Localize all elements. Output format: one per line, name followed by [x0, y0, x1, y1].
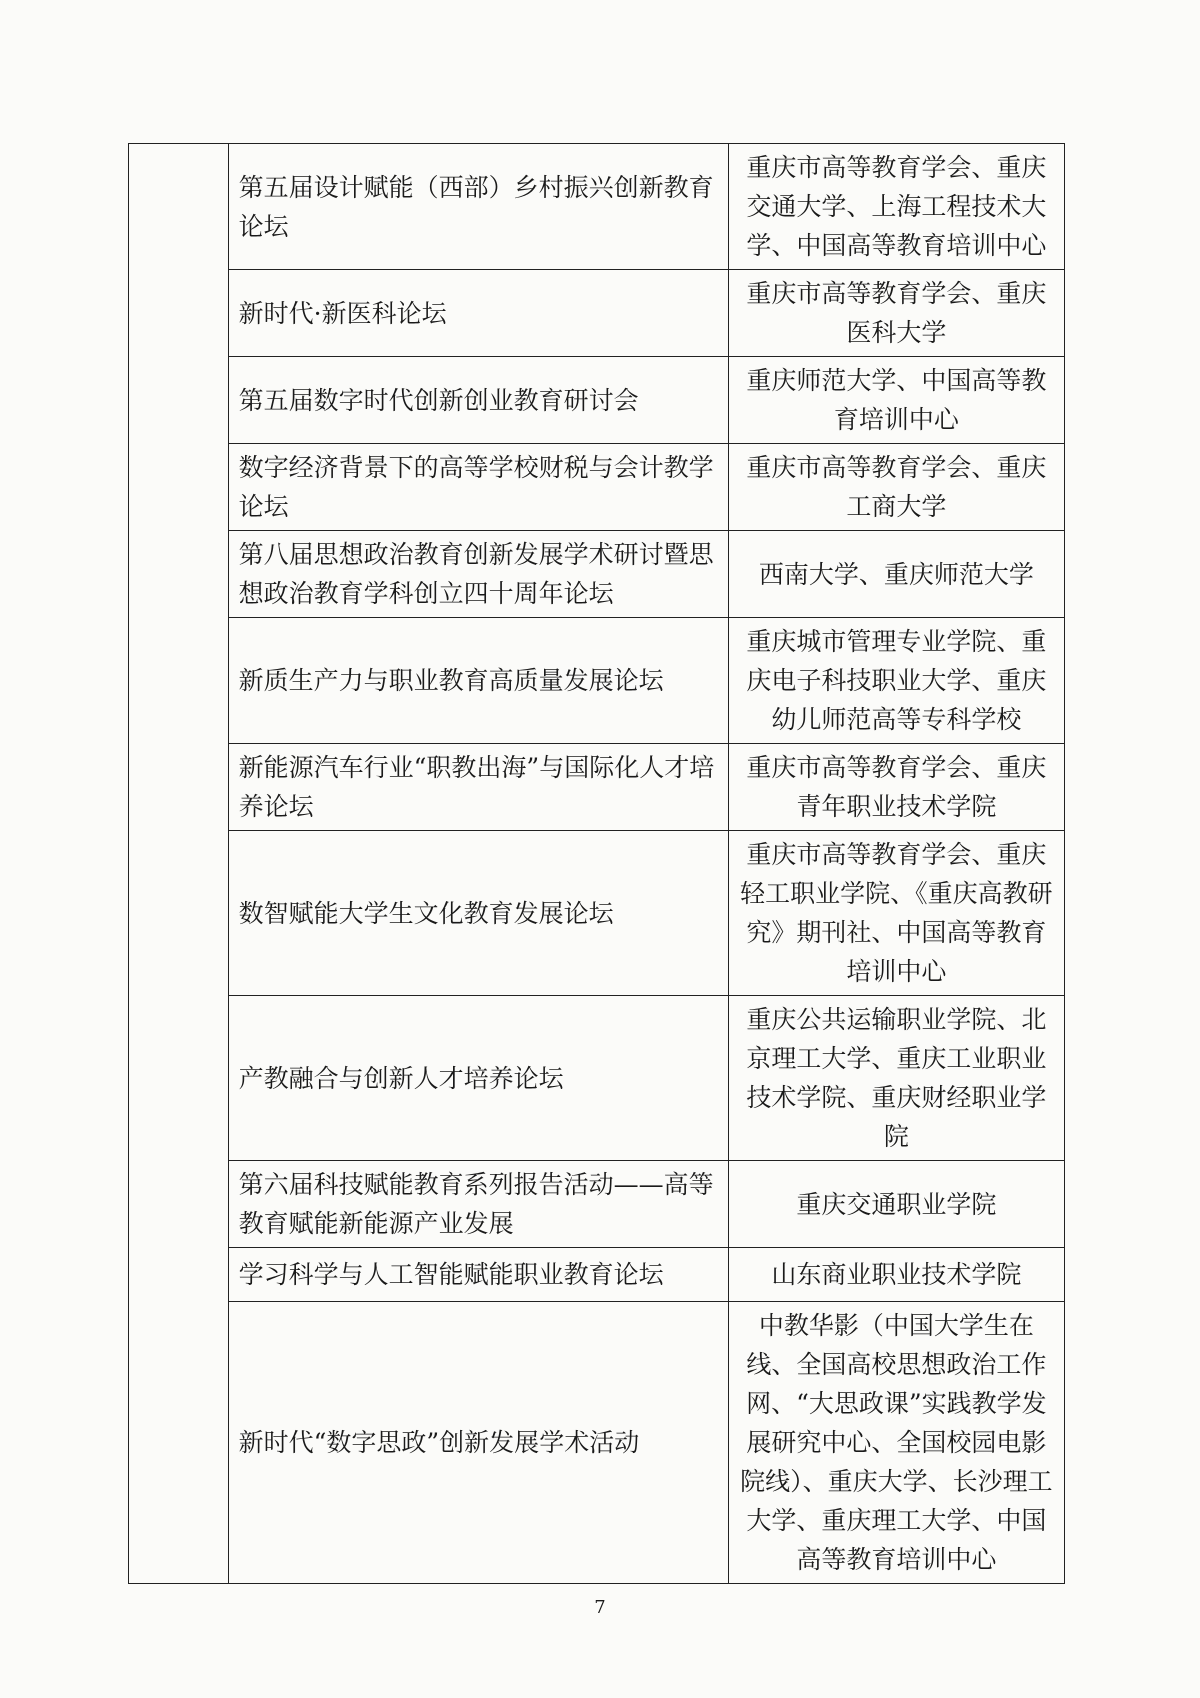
organizer-cell: 重庆交通职业学院: [728, 1161, 1064, 1248]
organizer-cell: 重庆城市管理专业学院、重庆电子科技职业大学、重庆幼儿师范高等专科学校: [728, 618, 1064, 744]
forum-title-cell: 学习科学与人工智能赋能职业教育论坛: [228, 1248, 728, 1302]
table-row: [129, 444, 1065, 531]
organizer-cell: 重庆市高等教育学会、重庆工商大学: [728, 444, 1064, 531]
organizer-cell: 重庆市高等教育学会、重庆交通大学、上海工程技术大学、中国高等教育培训中心: [728, 144, 1064, 270]
forum-table-body: [129, 144, 1065, 1584]
forum-title-cell: 第五届设计赋能（西部）乡村振兴创新教育论坛: [228, 144, 728, 270]
forum-title-cell: 新时代“数字思政”创新发展学术活动: [228, 1302, 728, 1584]
organizer-cell: 重庆市高等教育学会、重庆医科大学: [728, 270, 1064, 357]
forum-title-cell: 数智赋能大学生文化教育发展论坛: [228, 831, 728, 996]
table-row: [129, 618, 1065, 744]
table-row: [129, 270, 1065, 357]
forum-title-cell: 第五届数字时代创新创业教育研讨会: [228, 357, 728, 444]
table-row: [129, 831, 1065, 996]
forum-title-cell: 第八届思想政治教育创新发展学术研讨暨思想政治教育学科创立四十周年论坛: [228, 531, 728, 618]
table-row: [129, 996, 1065, 1161]
table-row: [129, 1161, 1065, 1248]
forum-title-cell: 产教融合与创新人才培养论坛: [228, 996, 728, 1161]
table-row: [129, 144, 1065, 270]
organizer-cell: 重庆市高等教育学会、重庆青年职业技术学院: [728, 744, 1064, 831]
page-number: 7: [594, 1597, 606, 1618]
forum-title-cell: 第六届科技赋能教育系列报告活动——高等教育赋能新能源产业发展: [228, 1161, 728, 1248]
forum-title-cell: 数字经济背景下的高等学校财税与会计教学论坛: [228, 444, 728, 531]
organizer-cell: 重庆公共运输职业学院、北京理工大学、重庆工业职业技术学院、重庆财经职业学院: [728, 996, 1064, 1161]
table-row: [129, 357, 1065, 444]
organizer-cell: 山东商业职业技术学院: [728, 1248, 1064, 1302]
forum-title-cell: 新时代·新医科论坛: [228, 270, 728, 357]
table-row: [129, 1248, 1065, 1302]
organizer-cell: 中教华影（中国大学生在线、全国高校思想政治工作网、“大思政课”实践教学发展研究中心、全国校园电影院线）、重庆大学、长沙理工大学、重庆理工大学、中国高等教育培训中心: [728, 1302, 1064, 1584]
organizer-cell: 西南大学、重庆师范大学: [728, 531, 1064, 618]
organizer-cell: 重庆师范大学、中国高等教育培训中心: [728, 357, 1064, 444]
organizer-cell: 重庆市高等教育学会、重庆轻工职业学院、《重庆高教研究》期刊社、中国高等教育培训中心: [728, 831, 1064, 996]
forum-table: [128, 143, 1065, 1584]
table-row: [129, 744, 1065, 831]
category-cell: [129, 144, 229, 1584]
table-row: [129, 1302, 1065, 1584]
table-row: [129, 531, 1065, 618]
forum-title-cell: 新质生产力与职业教育高质量发展论坛: [228, 618, 728, 744]
forum-title-cell: 新能源汽车行业“职教出海”与国际化人才培养论坛: [228, 744, 728, 831]
